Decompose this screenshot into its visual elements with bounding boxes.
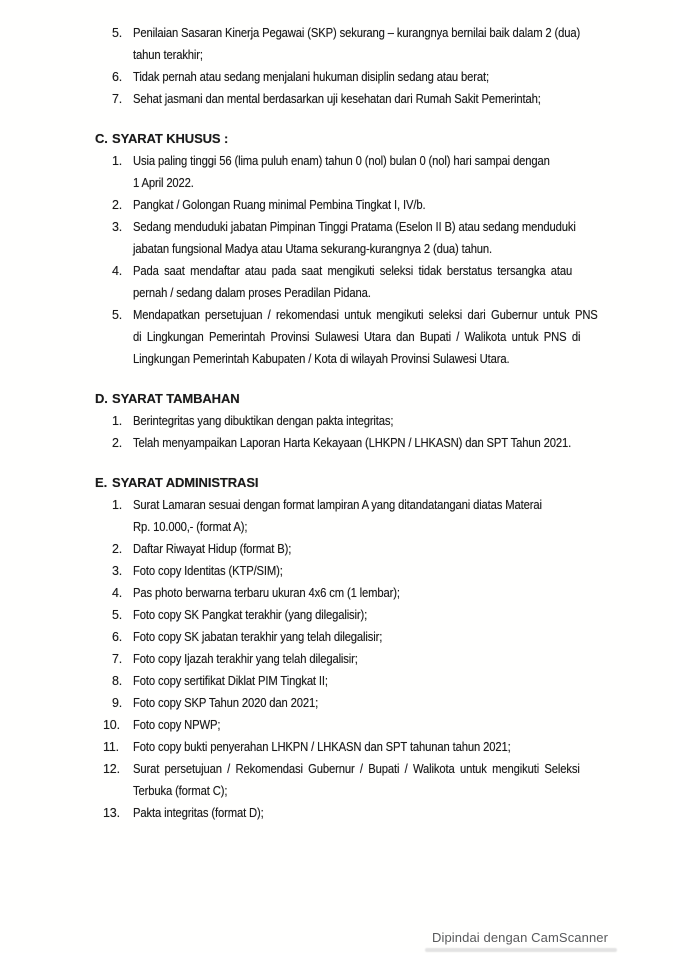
list-item <box>100 494 673 538</box>
section-c-list <box>100 150 673 370</box>
list-item <box>100 194 673 216</box>
item-text <box>133 560 547 582</box>
section-title: SYARAT TAMBAHAN <box>112 391 240 406</box>
item-text <box>133 582 547 604</box>
item-text <box>133 692 547 714</box>
camscanner-bar-shadow <box>425 948 617 952</box>
list-item <box>100 582 673 604</box>
list-item <box>100 304 673 370</box>
text-line: Penilaian Sasaran Kinerja Pegawai (SKP) sekurang – kurangnya bernilai baik dalam 2 (dua) <box>133 26 581 40</box>
list-item <box>100 410 673 432</box>
item-text <box>133 670 547 692</box>
text-line: Surat Lamaran sesuai dengan format lampiran A yang ditandatangani diatas Materai <box>133 498 542 512</box>
list-item <box>100 66 673 88</box>
text-line: Foto copy Ijazah terakhir yang telah dilegalisir; <box>133 652 358 666</box>
text-line: Pangkat / Golongan Ruang minimal Pembina Tingkat I, IV/b. <box>133 198 426 212</box>
text-line: Foto copy sertifikat Diklat PIM Tingkat II; <box>133 674 328 688</box>
item-number: 1. <box>112 498 123 512</box>
list-item <box>100 538 673 560</box>
item-number: 7. <box>112 92 123 106</box>
text-line: Mendapatkan persetujuan / rekomendasi untuk mengikuti seleksi dari Gubernur untuk PNS <box>133 308 598 322</box>
item-text <box>133 736 547 758</box>
text-line: Foto copy SKP Tahun 2020 dan 2021; <box>133 696 319 710</box>
section-letter: D. <box>95 391 108 406</box>
item-text <box>133 538 547 560</box>
item-number: 2. <box>112 542 123 556</box>
item-text <box>133 410 547 432</box>
item-number: 4. <box>112 586 123 600</box>
item-number: 7. <box>112 652 123 666</box>
item-number: 10. <box>103 718 120 732</box>
item-number: 2. <box>112 198 123 212</box>
list-item <box>100 216 673 260</box>
text-line: Foto copy Identitas (KTP/SIM); <box>133 564 283 578</box>
text-line: jabatan fungsional Madya atau Utama sekurang-kurangnya 2 (dua) tahun. <box>133 242 493 256</box>
text-line: Sedang menduduki jabatan Pimpinan Tinggi Pratama (Eselon II B) atau sedang menduduki <box>133 220 576 234</box>
item-number: 4. <box>112 264 123 278</box>
list-item <box>100 648 673 670</box>
text-line: Sehat jasmani dan mental berdasarkan uji kesehatan dari Rumah Sakit Pemerintah; <box>133 92 541 106</box>
text-line: Tidak pernah atau sedang menjalani hukuman disiplin sedang atau berat; <box>133 70 490 84</box>
text-line: Terbuka (format C); <box>133 784 228 798</box>
list-item <box>100 802 673 824</box>
list-item <box>100 692 673 714</box>
section-title: SYARAT ADMINISTRASI <box>112 475 259 490</box>
item-text <box>133 260 573 304</box>
item-number: 5. <box>112 26 123 40</box>
text-line: Daftar Riwayat Hidup (format B); <box>133 542 292 556</box>
item-text <box>133 22 581 66</box>
list-item <box>100 432 673 454</box>
item-text <box>133 432 572 454</box>
item-text <box>133 88 547 110</box>
section-d-heading <box>95 388 673 410</box>
item-number: 13. <box>103 806 120 820</box>
item-number: 1. <box>112 154 123 168</box>
section-letter: C. <box>95 131 108 146</box>
item-number: 1. <box>112 414 123 428</box>
section-e <box>95 472 673 824</box>
item-text <box>133 494 547 538</box>
list-item <box>100 604 673 626</box>
text-line: Foto copy SK jabatan terakhir yang telah dilegalisir; <box>133 630 383 644</box>
item-text <box>133 66 547 88</box>
camscanner-watermark: Dipindai dengan CamScanner <box>432 930 609 945</box>
list-continuation-items <box>100 22 673 110</box>
item-text <box>133 304 598 370</box>
text-line: Lingkungan Pemerintah Kabupaten / Kota di wilayah Provinsi Sulawesi Utara. <box>133 352 510 366</box>
item-number: 8. <box>112 674 123 688</box>
list-item <box>100 88 673 110</box>
item-text <box>133 802 547 824</box>
text-line: 1 April 2022. <box>133 176 194 190</box>
list-item <box>100 736 673 758</box>
section-letter: E. <box>95 475 108 490</box>
section-d <box>95 388 673 454</box>
item-number: 9. <box>112 696 123 710</box>
text-line: Pas photo berwarna terbaru ukuran 4x6 cm (1 lembar); <box>133 586 400 600</box>
item-text <box>133 150 550 194</box>
item-number: 3. <box>112 220 123 234</box>
text-line: Telah menyampaikan Laporan Harta Kekayaan (LHKPN / LHKASN) dan SPT Tahun 2021. <box>133 436 572 450</box>
text-line: Pakta integritas (format D); <box>133 806 264 820</box>
text-line: di Lingkungan Pemerintah Provinsi Sulawesi Utara dan Bupati / Walikota untuk PNS di <box>133 330 581 344</box>
text-line: Usia paling tinggi 56 (lima puluh enam) tahun 0 (nol) bulan 0 (nol) hari sampai dengan <box>133 154 550 168</box>
text-line: Rp. 10.000,- (format A); <box>133 520 248 534</box>
item-text <box>133 714 547 736</box>
item-number: 12. <box>103 762 120 776</box>
text-line: Foto copy SK Pangkat terakhir (yang dilegalisir); <box>133 608 368 622</box>
item-text <box>133 758 580 802</box>
item-number: 6. <box>112 70 123 84</box>
text-line: Pada saat mendaftar atau pada saat mengikuti seleksi tidak berstatus tersangka atau <box>133 264 573 278</box>
item-number: 2. <box>112 436 123 450</box>
text-line: pernah / sedang dalam proses Peradilan Pidana. <box>133 286 371 300</box>
item-number: 3. <box>112 564 123 578</box>
section-d-list <box>100 410 673 454</box>
text-line: Foto copy bukti penyerahan LHKPN / LHKASN dan SPT tahunan tahun 2021; <box>133 740 511 754</box>
list-item <box>100 670 673 692</box>
item-text <box>133 194 547 216</box>
item-number: 5. <box>112 308 123 322</box>
section-title: SYARAT KHUSUS : <box>112 131 229 146</box>
item-text <box>133 648 547 670</box>
item-number: 6. <box>112 630 123 644</box>
text-line: Berintegritas yang dibuktikan dengan pakta integritas; <box>133 414 394 428</box>
section-e-heading <box>95 472 673 494</box>
text-line: Surat persetujuan / Rekomendasi Gubernur / Bupati / Walikota untuk mengikuti Seleksi <box>133 762 580 776</box>
item-text <box>133 604 547 626</box>
list-item <box>100 560 673 582</box>
list-item <box>100 714 673 736</box>
list-item <box>100 758 673 802</box>
section-c <box>95 128 673 370</box>
text-line: tahun terakhir; <box>133 48 203 62</box>
section-c-heading <box>95 128 673 150</box>
list-item <box>100 22 673 66</box>
list-item <box>100 626 673 648</box>
section-e-list <box>100 494 673 824</box>
list-item <box>100 150 673 194</box>
item-text <box>133 626 547 648</box>
item-text <box>133 216 576 260</box>
item-number: 11. <box>103 740 119 754</box>
text-line: Foto copy NPWP; <box>133 718 221 732</box>
item-number: 5. <box>112 608 123 622</box>
list-item <box>100 260 673 304</box>
